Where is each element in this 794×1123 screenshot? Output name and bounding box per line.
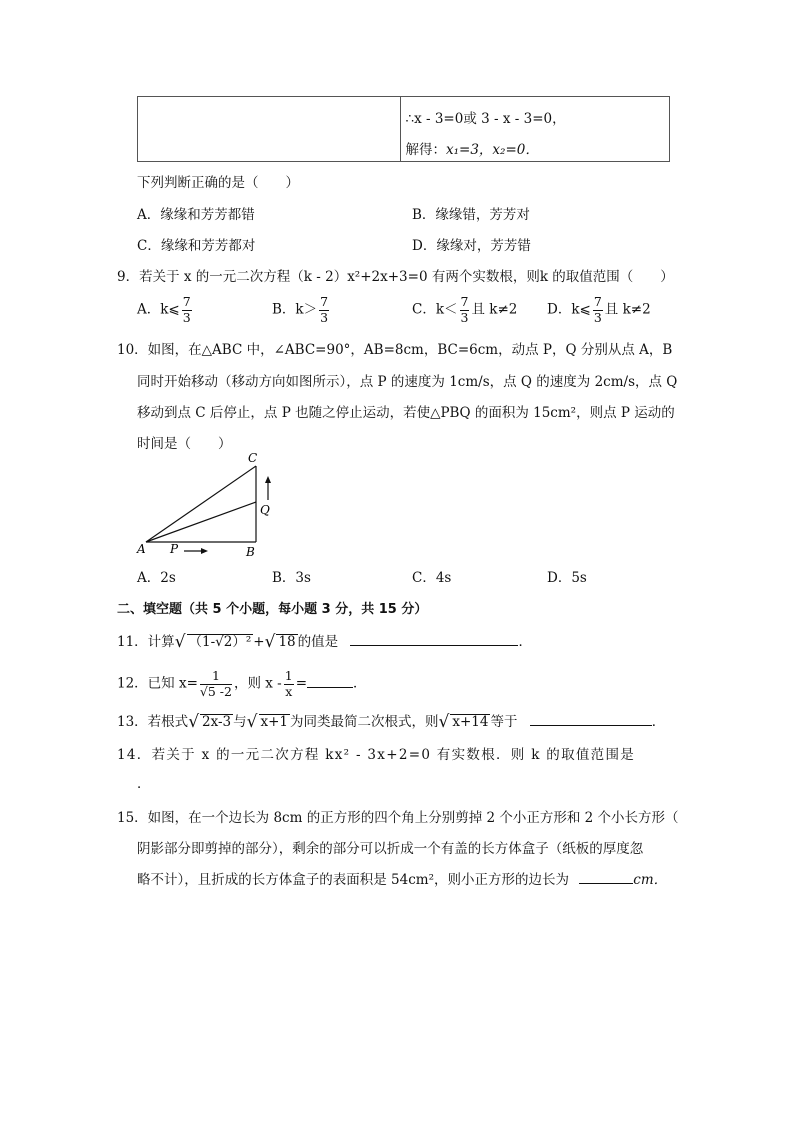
answer-blank[interactable] (350, 645, 518, 646)
q10-option-a: A．2s (137, 570, 176, 586)
radical-icon: √ (174, 632, 186, 652)
solution-math: x₁=3，x₂=0． (446, 141, 539, 158)
q11-plus: + (253, 634, 265, 650)
answer-blank[interactable] (530, 725, 652, 726)
table-cell-left (138, 97, 401, 162)
side-ac (146, 466, 256, 542)
q11-radicand-2: 18 (278, 634, 296, 650)
section-heading: 二、填空题（共 5 个小题，每小题 3 分，共 15 分） (117, 602, 428, 617)
denominator: x (285, 683, 293, 699)
q9-d-suffix: 且 k≠2 (604, 301, 651, 318)
numerator: 7 (182, 294, 191, 309)
q-arrowhead-icon (265, 476, 271, 483)
q9-d-label: D．k⩽ (547, 301, 591, 318)
radical-icon: √ (438, 712, 450, 732)
q10-option-d: D．5s (547, 570, 587, 586)
q8-option-a: A．缘缘和芳芳都错 (137, 207, 255, 223)
q11 (117, 630, 532, 652)
fraction (200, 670, 232, 698)
table-line-1: ∴x - 3=0或 3 - x - 3=0， (405, 110, 566, 127)
q12-prefix: 12．已知 x= (117, 675, 198, 692)
table-cell-right (401, 97, 670, 162)
q9-option-c (412, 296, 517, 324)
label-b: B (246, 545, 255, 559)
denominator: 3 (593, 309, 602, 325)
q8-option-d: D．缘缘对，芳芳错 (412, 238, 531, 254)
q9-option-b (272, 296, 331, 324)
q13 (117, 710, 665, 732)
label-a: A (137, 542, 146, 556)
q9-b-label: B．k＞ (272, 301, 318, 318)
label-c: C (248, 451, 258, 465)
q11-radicand-1: （1-√2）² (188, 634, 252, 650)
denominator: 3 (460, 309, 469, 325)
q9-a-label: A．k⩽ (137, 301, 180, 318)
label-q: Q (260, 503, 270, 517)
q8-option-c: C．缘缘和芳芳都对 (137, 238, 256, 254)
q13-radicand-2: x+1 (260, 714, 289, 730)
q11-suffix: 的值是 (297, 634, 339, 650)
q15-line-2: 阴影部分即剪掉的部分），剩余的部分可以折成一个有盖的长方体盒子（纸板的厚度忽 (137, 841, 644, 857)
q12-end: ． (353, 675, 367, 692)
q11-end: ． (518, 634, 532, 650)
q12 (117, 670, 367, 698)
q11-prefix: 11．计算 (117, 634, 175, 650)
q13-mid-3: 等于 (490, 714, 518, 730)
fraction (460, 296, 470, 324)
q15-unit: cm． (633, 872, 668, 888)
fraction (319, 296, 329, 324)
q15-line-3 (137, 868, 667, 888)
numerator: 1 (200, 670, 232, 685)
solution-table (137, 96, 670, 162)
radical-icon: √ (246, 712, 258, 732)
q10-line-3: 移动到点 C 后停止，点 P 也随之停止运动，若使△PBQ 的面积为 15cm²，则点 P 运动的 (137, 405, 675, 421)
numerator: 7 (593, 294, 602, 309)
q10-option-c: C．4s (412, 570, 452, 586)
solution-label: 解得： (405, 141, 446, 158)
answer-blank[interactable] (307, 687, 353, 688)
q13-radicand-1: 2x-3 (202, 714, 232, 730)
label-p: P (170, 542, 179, 556)
radical-icon: √ (188, 712, 200, 732)
q13-prefix: 13．若根式 (117, 714, 189, 730)
numerator: 7 (320, 294, 329, 309)
q12-mid: ，则 x - (233, 675, 282, 692)
q9-c-suffix: 且 k≠2 (471, 301, 518, 318)
q13-end: ． (651, 714, 666, 730)
p-arrowhead-icon (201, 548, 208, 554)
radical-icon: √ (264, 632, 276, 652)
denominator: √5 -2 (199, 683, 232, 699)
q10-line-2: 同时开始移动（移动方向如图所示），点 P 的速度为 1cm/s，点 Q 的速度为 2cm/s，点 Q (137, 374, 678, 390)
q10-line-1: 10．如图，在△ABC 中，∠ABC=90°，AB=8cm，BC=6cm，动点 P，Q 分别从点 A，B (117, 342, 673, 358)
segment-aq (146, 502, 256, 542)
q9-option-a (137, 296, 194, 324)
q15-line-1: 15．如图，在一个边长为 8cm 的正方形的四个角上分别剪掉 2 个小正方形和 2 个小长方形（ (117, 810, 679, 826)
q10-line-4: 时间是（ ） (137, 436, 232, 452)
denominator: 3 (182, 309, 191, 325)
q8-option-b: B．缘缘错，芳芳对 (412, 207, 530, 223)
q13-radicand-3: x+14 (452, 714, 489, 730)
q9-option-d (547, 296, 651, 324)
q10-option-b: B．3s (272, 570, 311, 586)
q9-c-label: C．k＜ (412, 301, 458, 318)
q13-mid-2: 为同类最简二次根式，则 (290, 714, 439, 730)
q13-mid-1: 与 (233, 714, 247, 730)
table-line-2 (406, 138, 539, 158)
numerator: 1 (284, 668, 293, 683)
denominator: 3 (320, 309, 329, 325)
answer-blank[interactable] (579, 883, 633, 884)
q12-eq: = (295, 675, 308, 692)
numerator: 7 (460, 294, 469, 309)
fraction (182, 296, 192, 324)
q14-line-1: 14．若关于 x 的一元二次方程 kx² - 3x+2=0 有实数根．则 k 的取值范围是 (117, 747, 636, 763)
q15-line-3-prefix: 略不计），且折成的长方体盒子的表面积是 54cm²，则小正方形的边长为 (137, 872, 569, 888)
triangle-figure (132, 450, 292, 560)
fraction (284, 670, 294, 698)
q14-line-2: ． (137, 776, 151, 792)
q8-prompt: 下列判断正确的是（ ） (137, 175, 299, 191)
q9-stem: 9．若关于 x 的一元二次方程（k - 2）x²+2x+3=0 有两个实数根，则k 的取值范围（ ） (117, 269, 674, 285)
fraction (593, 296, 603, 324)
